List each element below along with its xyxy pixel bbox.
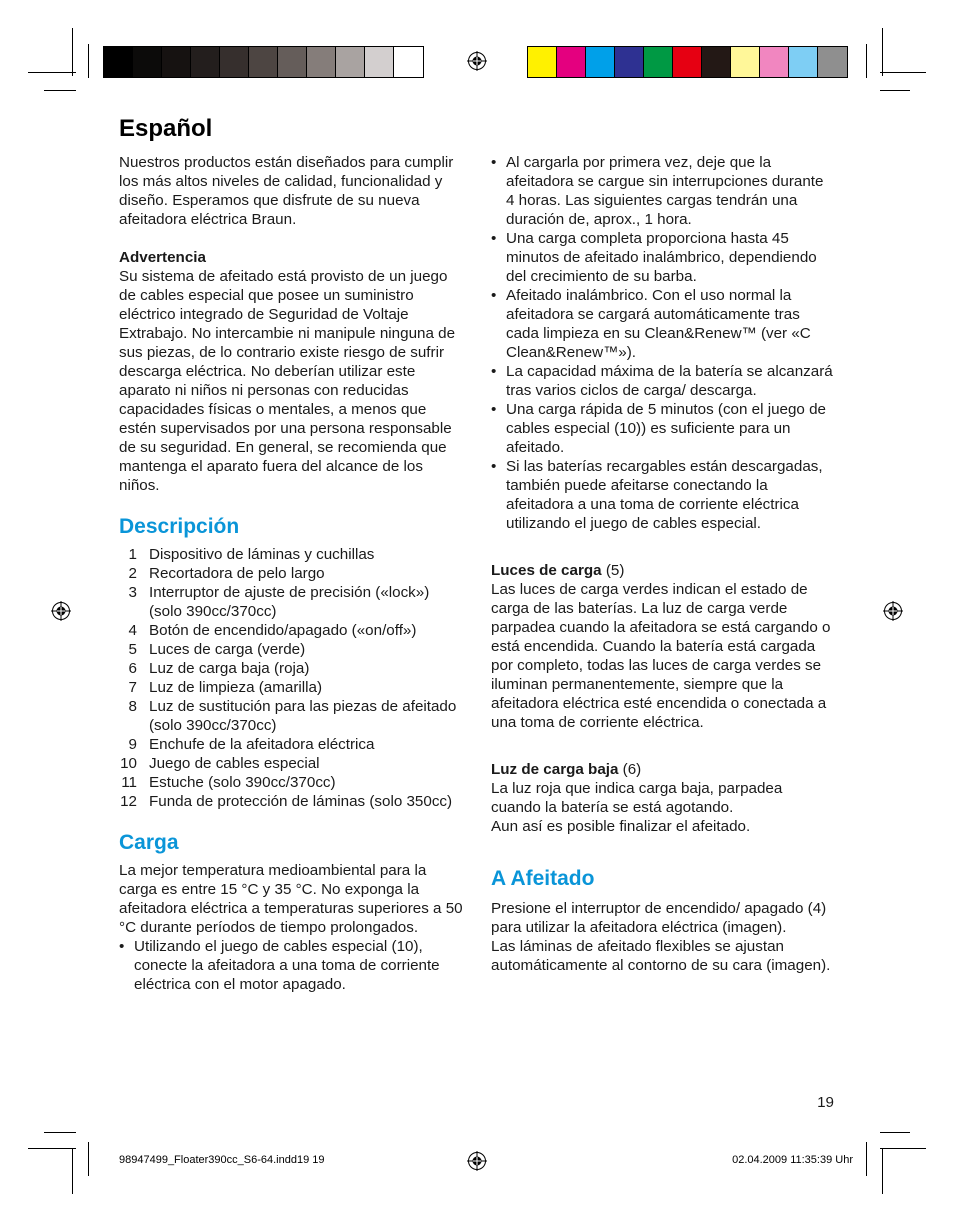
color-swatch xyxy=(557,47,586,77)
color-swatch xyxy=(586,47,615,77)
description-heading: Descripción xyxy=(119,515,240,538)
item-number: 12 xyxy=(120,793,137,810)
item-number: 1 xyxy=(128,546,137,563)
item-number: 9 xyxy=(128,736,137,753)
list-item: • Si las baterías recargables están descargadas, también puede afeitarse conectando la afeitadora a una toma de corriente eléctrica utilizando el juego de cables especial. xyxy=(491,457,836,533)
description-item xyxy=(119,545,464,564)
description-item xyxy=(119,583,464,621)
item-number: 2 xyxy=(128,565,137,582)
item-text: Luz de carga baja (roja) xyxy=(149,660,310,677)
crop-mark xyxy=(880,90,910,91)
shaving-paragraph-2: Las láminas de afeitado flexibles se ajustan automáticamente al contorno de su cara (imagen). xyxy=(491,938,831,974)
low-charge-section xyxy=(491,760,836,779)
description-item xyxy=(119,697,464,735)
item-text: Luz de limpieza (amarilla) xyxy=(149,679,323,696)
crop-mark xyxy=(88,1142,89,1176)
description-item xyxy=(119,564,464,583)
item-number: 4 xyxy=(128,622,137,639)
description-item xyxy=(119,754,464,773)
color-swatch xyxy=(673,47,702,77)
grayscale-color-bar xyxy=(103,46,424,78)
list-item: • Utilizando el juego de cables especial (10), conecte la afeitadora a una toma de corriente eléctrica con el motor apagado. xyxy=(119,937,464,994)
crop-mark xyxy=(880,1132,910,1133)
item-number: 7 xyxy=(128,679,137,696)
item-text: Enchufe de la afeitadora eléctrica xyxy=(149,736,375,753)
crop-mark xyxy=(882,1148,883,1194)
low-charge-paragraph-2: Aun así es posible finalizar el afeitado. xyxy=(491,818,751,835)
color-swatch xyxy=(104,47,133,77)
color-swatch xyxy=(731,47,760,77)
crop-mark xyxy=(882,28,883,76)
charge-heading: Carga xyxy=(119,831,179,854)
color-swatch xyxy=(702,47,731,77)
shaving-paragraph: Presione el interruptor de encendido/ apagado (4) para utilizar la afeitadora eléctrica (imagen). xyxy=(491,900,827,936)
item-number: 6 xyxy=(128,660,137,677)
item-text: Botón de encendido/apagado («on/off») xyxy=(149,622,417,639)
charge-lights-ref: (5) xyxy=(601,562,625,579)
registration-mark-icon xyxy=(467,51,487,71)
page-title: Español xyxy=(119,115,213,142)
list-item: • Una carga completa proporciona hasta 45 minutos de afeitado inalámbrico, dependiendo del crecimiento de su barba. xyxy=(491,229,836,286)
color-swatch xyxy=(133,47,162,77)
description-item xyxy=(119,659,464,678)
list-item: • Afeitado inalámbrico. Con el uso normal la afeitadora se cargará automáticamente tras cada limpieza en su Clean&Renew™ (ver «C Clean&Renew™»). xyxy=(491,286,836,362)
intro-paragraph: Nuestros productos están diseñados para cumplir los más altos niveles de calidad, funcionalidad y diseño. Esperamos que disfrute de su nueva afeitadora eléctrica Braun. xyxy=(119,154,454,228)
description-list xyxy=(119,545,464,811)
crop-mark xyxy=(72,1148,73,1194)
list-item: • La capacidad máxima de la batería se alcanzará tras varios ciclos de carga/ descarga. xyxy=(491,362,836,400)
item-number: 10 xyxy=(120,755,137,772)
item-text: Estuche (solo 390cc/370cc) xyxy=(149,774,336,791)
item-text: Juego de cables especial xyxy=(149,755,320,772)
charge-lights-paragraph: Las luces de carga verdes indican el estado de carga de las baterías. La luz de carga verde parpadea cuando la afeitadora se está cargando o está encendida. Cuando la batería está cargada por completo, todas las luces de carga verdes se iluminan permanentemente, siempre que la afeitadora eléctrica esté encendida o conectada a una toma de corriente eléctrica. xyxy=(491,581,831,731)
charge-lights-section xyxy=(491,561,836,580)
crop-mark xyxy=(44,1132,76,1133)
item-text: Dispositivo de láminas y cuchillas xyxy=(149,546,375,563)
shaving-heading: A Afeitado xyxy=(491,867,595,890)
charge-paragraph: La mejor temperatura medioambiental para la carga es entre 15 °C y 35 °C. No exponga la afeitadora eléctrica a temperaturas superiores a 50 °C durante períodos de tiempo prolongados. xyxy=(119,862,463,936)
description-item xyxy=(119,678,464,697)
crop-mark xyxy=(880,1148,926,1149)
charging-bullet-list xyxy=(491,153,836,533)
crop-mark xyxy=(28,72,76,73)
footer-timestamp: 02.04.2009 11:35:39 Uhr xyxy=(732,1154,853,1166)
item-text: Recortadora de pelo largo xyxy=(149,565,325,582)
description-item xyxy=(119,792,464,811)
item-text: Interruptor de ajuste de precisión («lock») (solo 390cc/370cc) xyxy=(149,584,430,620)
crop-mark xyxy=(44,90,76,91)
color-swatch xyxy=(336,47,365,77)
description-item xyxy=(119,640,464,659)
charge-bullet-list xyxy=(119,937,464,994)
item-text: Funda de protección de láminas (solo 350cc) xyxy=(149,793,453,810)
crop-mark xyxy=(866,44,867,78)
color-swatch xyxy=(162,47,191,77)
color-swatch xyxy=(818,47,847,77)
color-swatch xyxy=(365,47,394,77)
item-text: Luz de sustitución para las piezas de afeitado (solo 390cc/370cc) xyxy=(149,698,457,734)
crop-mark xyxy=(88,44,89,78)
color-swatch xyxy=(307,47,336,77)
charge-lights-heading: Luces de carga xyxy=(491,562,602,579)
description-item xyxy=(119,735,464,754)
registration-mark-icon xyxy=(883,601,903,621)
crop-mark xyxy=(72,28,73,76)
list-item: • Al cargarla por primera vez, deje que la afeitadora se cargue sin interrupciones durante 4 horas. Las siguientes cargas tendrán una duración de, aprox., 1 hora. xyxy=(491,153,836,229)
registration-mark-icon xyxy=(51,601,71,621)
low-charge-ref: (6) xyxy=(618,761,642,778)
color-swatch xyxy=(220,47,249,77)
item-number: 5 xyxy=(128,641,137,658)
description-item xyxy=(119,621,464,640)
color-swatch xyxy=(394,47,423,77)
color-swatch xyxy=(191,47,220,77)
crop-mark xyxy=(28,1148,76,1149)
right-column xyxy=(491,153,836,975)
footer-filename: 98947499_Floater390cc_S6-64.indd19 19 xyxy=(119,1154,325,1166)
registration-mark-icon xyxy=(467,1151,487,1171)
crop-mark xyxy=(880,72,926,73)
color-swatch xyxy=(760,47,789,77)
color-swatch xyxy=(789,47,818,77)
warning-heading: Advertencia xyxy=(119,249,206,266)
item-number: 3 xyxy=(128,584,137,601)
low-charge-heading: Luz de carga baja xyxy=(491,761,619,778)
item-number: 11 xyxy=(121,774,137,791)
process-color-bar xyxy=(527,46,848,78)
color-swatch xyxy=(528,47,557,77)
low-charge-paragraph: La luz roja que indica carga baja, parpadea cuando la batería se está agotando. xyxy=(491,780,783,816)
description-item xyxy=(119,773,464,792)
warning-paragraph: Su sistema de afeitado está provisto de un juego de cables especial que posee un suministro eléctrico integrado de Seguridad de Voltaje Extrabajo. No intercambie ni manipule ninguna de sus piezas, de lo contrario existe riesgo de sufrir descarga eléctrica. No deberían utilizar este aparato ni niños ni personas con reducidas capacidades físicas o mentales, a menos que estén supervisados por una persona responsable de su seguridad. En general, se recomienda que mantenga el aparato fuera del alcance de los niños. xyxy=(119,268,456,494)
color-swatch xyxy=(278,47,307,77)
color-swatch xyxy=(615,47,644,77)
page-number: 19 xyxy=(817,1094,834,1111)
color-swatch xyxy=(644,47,673,77)
item-text: Luces de carga (verde) xyxy=(149,641,306,658)
item-number: 8 xyxy=(128,698,137,715)
crop-mark xyxy=(866,1142,867,1176)
color-swatch xyxy=(249,47,278,77)
left-column xyxy=(119,115,464,994)
list-item: • Una carga rápida de 5 minutos (con el juego de cables especial (10)) es suficiente para un afeitado. xyxy=(491,400,836,457)
